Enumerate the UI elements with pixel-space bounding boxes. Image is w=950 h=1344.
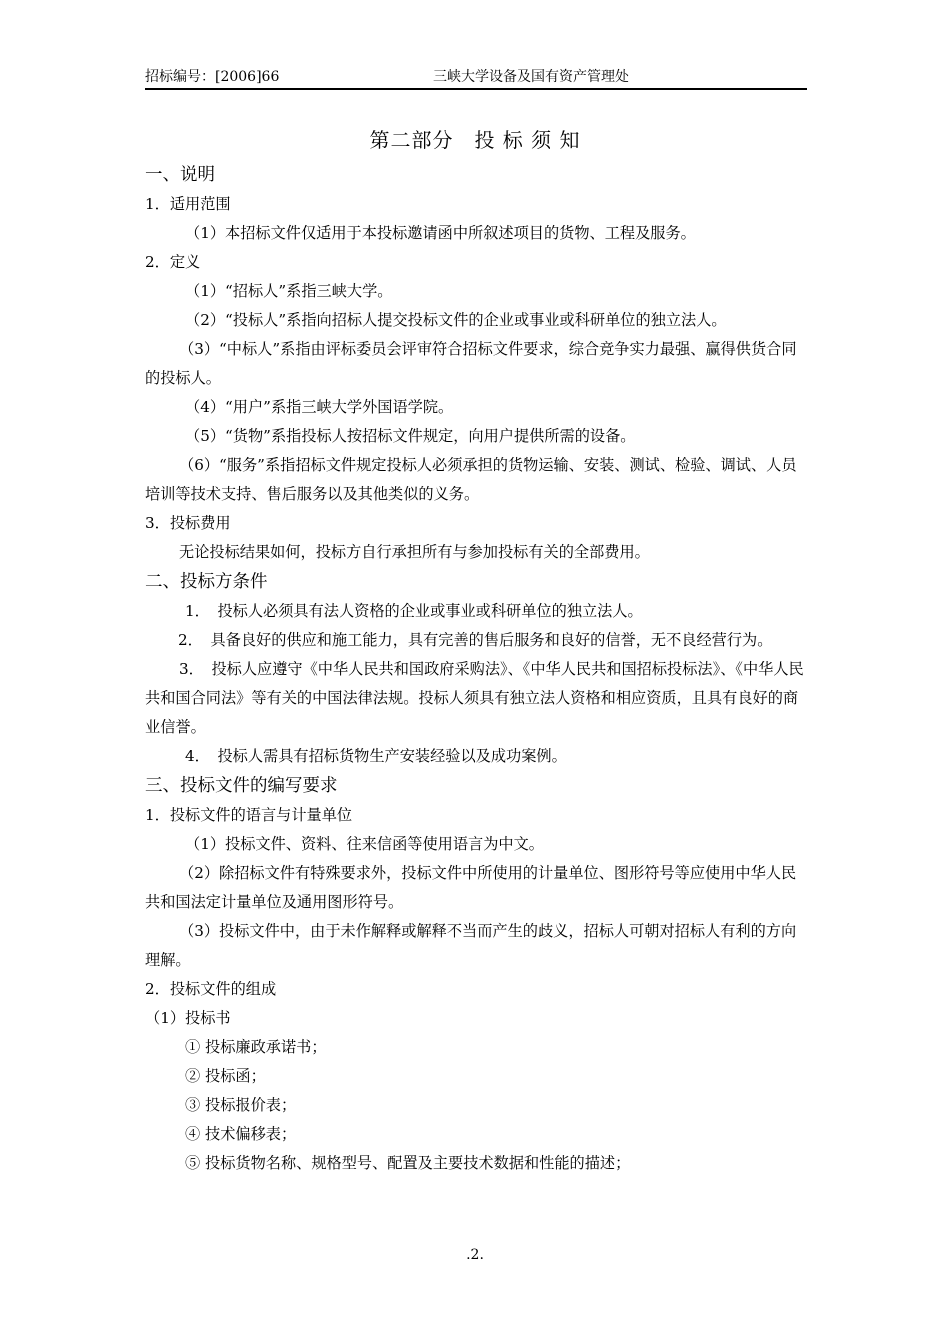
page-title: 第二部分 投 标 须 知 xyxy=(369,128,581,152)
paragraph: 无论投标结果如何，投标方自行承担所有与参加投标有关的全部费用。 xyxy=(179,543,650,561)
paragraph: 2． 具备良好的供应和施工能力，具有完善的售后服务和良好的信誉，无不良经营行为。 xyxy=(178,631,773,649)
page-header xyxy=(145,64,807,90)
subsection-heading: 1．适用范围 xyxy=(145,195,231,213)
list-item: ③ 投标报价表； xyxy=(185,1096,297,1114)
paragraph: （1）“招标人”系指三峡大学。 xyxy=(185,282,393,300)
paragraph: （1）投标文件、资料、往来信函等使用语言为中文。 xyxy=(185,835,544,853)
subsection-heading: 2．定义 xyxy=(145,253,201,271)
paragraph: （4）“用户”系指三峡大学外国语学院。 xyxy=(185,398,454,416)
paragraph: 1． 投标人必须具有法人资格的企业或事业或科研单位的独立法人。 xyxy=(185,602,643,620)
paragraph: （2）除招标文件有特殊要求外，投标文件中所使用的计量单位、图形符号等应使用中华人民共和国法定计量单位及通用图形符号。 xyxy=(145,864,797,911)
page-number: .2. xyxy=(466,1247,484,1263)
section-heading: 三、投标文件的编写要求 xyxy=(145,776,338,796)
list-item: ⑤ 投标货物名称、规格型号、配置及主要技术数据和性能的描述； xyxy=(185,1154,631,1172)
subsection-heading: 3．投标费用 xyxy=(145,514,231,532)
paragraph: （1）投标书 xyxy=(145,1009,231,1027)
document-body xyxy=(145,160,807,1178)
paragraph: （2）“投标人”系指向招标人提交投标文件的企业或事业或科研单位的独立法人。 xyxy=(185,311,727,329)
paragraph: （1）本招标文件仅适用于本投标邀请函中所叙述项目的货物、工程及服务。 xyxy=(185,224,696,242)
list-item: ④ 技术偏移表； xyxy=(185,1125,297,1143)
list-item: ② 投标函； xyxy=(185,1067,266,1085)
section-heading: 二、投标方条件 xyxy=(145,572,268,592)
subsection-heading: 1．投标文件的语言与计量单位 xyxy=(145,806,353,824)
bid-number: 招标编号：[2006]66 xyxy=(145,69,280,85)
list-item: ① 投标廉政承诺书； xyxy=(185,1038,327,1056)
section-heading: 一、说明 xyxy=(145,165,215,185)
header-organization: 三峡大学设备及国有资产管理处 xyxy=(433,69,629,85)
paragraph: （5）“货物”系指投标人按招标文件规定，向用户提供所需的设备。 xyxy=(185,427,636,445)
paragraph: （3）“中标人”系指由评标委员会评审符合招标文件要求，综合竞争实力最强、赢得供货合同的投标人。 xyxy=(145,340,797,387)
subsection-heading: 2．投标文件的组成 xyxy=(145,980,277,998)
paragraph: 3． 投标人应遵守《中华人民共和国政府采购法》、《中华人民共和国招标投标法》、《中华人民共和国合同法》等有关的中国法律法规。投标人须具有独立法人资格和相应资质，且具有良好的商业信誉。 xyxy=(145,660,804,736)
paragraph: 4． 投标人需具有招标货物生产安装经验以及成功案例。 xyxy=(185,747,567,765)
paragraph: （3）投标文件中，由于未作解释或解释不当而产生的歧义，招标人可朝对招标人有利的方向理解。 xyxy=(145,922,797,969)
paragraph: （6）“服务”系指招标文件规定投标人必须承担的货物运输、安装、测试、检验、调试、人员培训等技术支持、售后服务以及其他类似的义务。 xyxy=(145,456,797,503)
